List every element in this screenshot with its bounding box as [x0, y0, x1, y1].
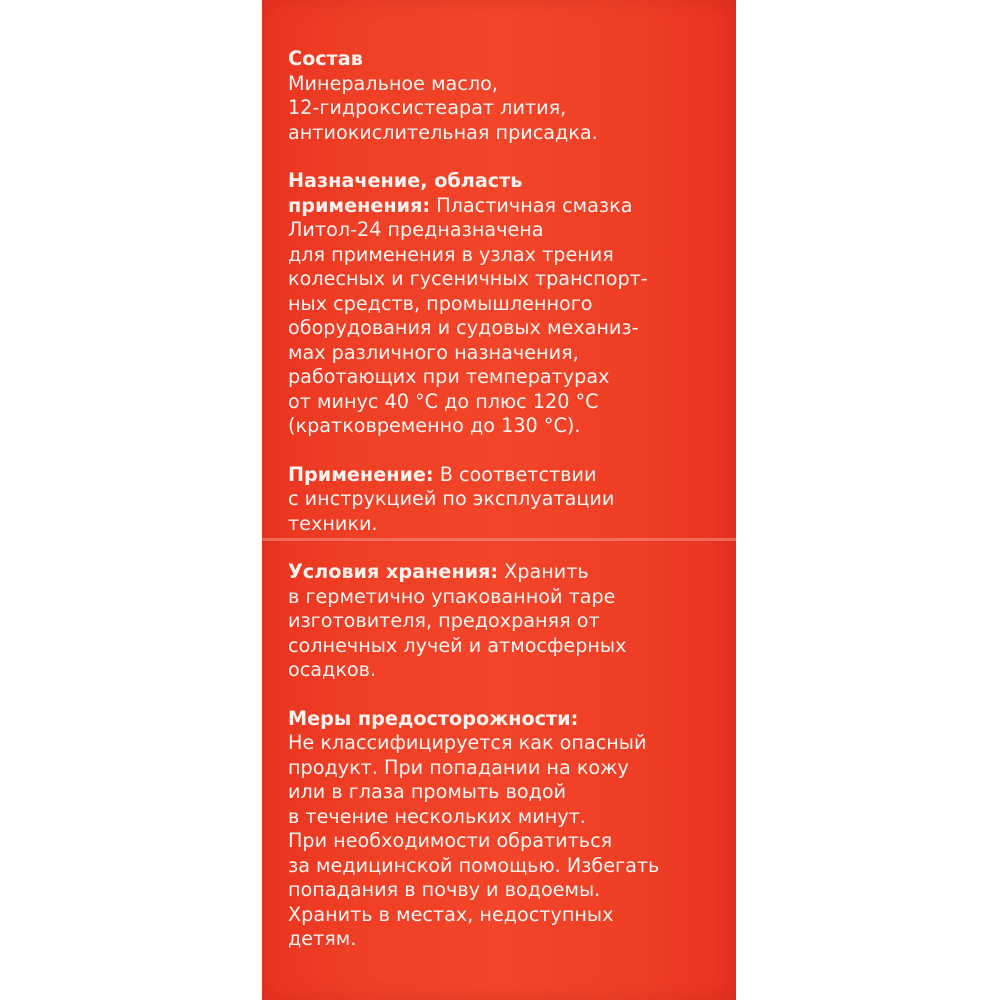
- usage-title: Применение:: [288, 462, 434, 486]
- usage-title-line: [288, 463, 728, 488]
- precautions-line: в течение нескольких минут.: [288, 804, 586, 828]
- purpose-line: работающих при температурах: [288, 365, 610, 388]
- precautions-title: Меры предосторожности:: [288, 706, 579, 730]
- storage-section: [288, 560, 728, 683]
- precautions-line: При необходимости обратиться: [288, 829, 613, 852]
- storage-line: осадков.: [288, 658, 377, 681]
- purpose-line: колесных и гусеничных транспорт-: [288, 267, 648, 290]
- purpose-text-start: Пластичная смазка: [430, 193, 633, 217]
- usage-text-start: В соответствии: [433, 462, 597, 486]
- purpose-line: ных средств, промышленного: [288, 291, 593, 315]
- precautions-line: за медицинской помощью. Избегать: [288, 853, 660, 877]
- composition-line: Минеральное масло,: [288, 71, 498, 95]
- purpose-line: (кратковременно до 130 °С).: [288, 414, 581, 437]
- purpose-line: Литол-24 предназначена: [288, 218, 544, 241]
- usage-line: техники.: [288, 511, 378, 535]
- purpose-line: для применения в узлах трения: [288, 242, 614, 266]
- precautions-line: детям.: [288, 927, 357, 950]
- precautions-line: Хранить в местах, недоступных: [288, 902, 614, 926]
- usage-section: [288, 463, 728, 537]
- precautions-line: Не классифицируется как опасный: [288, 731, 647, 754]
- purpose-title-line: [288, 194, 728, 219]
- purpose-line: от минус 40 °С до плюс 120 °С: [288, 389, 599, 413]
- purpose-title: Назначение, область: [288, 169, 523, 192]
- storage-text-start: Хранить: [498, 560, 589, 583]
- storage-title-line: [288, 560, 728, 585]
- purpose-section: [288, 169, 728, 439]
- product-label-panel: [262, 0, 736, 1000]
- precautions-line: попадания в почву и водоемы.: [288, 878, 601, 901]
- storage-title: Условия хранения:: [288, 560, 499, 583]
- purpose-line: мах различного назначения,: [288, 340, 579, 364]
- precautions-line: продукт. При попадании на кожу: [288, 755, 629, 779]
- composition-line: 12-гидроксистеарат лития,: [288, 96, 567, 119]
- storage-line: солнечных лучей и атмосферных: [288, 633, 627, 657]
- storage-line: в герметично упакованной таре: [288, 584, 616, 608]
- precautions-section: [288, 707, 728, 952]
- purpose-title-cont: применения:: [288, 193, 431, 217]
- composition-line: антиокислительная присадка.: [288, 120, 598, 144]
- precautions-line: или в глаза промыть водой: [288, 780, 567, 803]
- composition-title: Состав: [288, 47, 363, 70]
- storage-line: изготовителя, предохраняя от: [288, 609, 600, 632]
- purpose-line: оборудования и судовых механиз-: [288, 316, 639, 339]
- composition-section: [288, 47, 728, 145]
- label-text-block: [288, 47, 728, 976]
- usage-line: с инструкцией по эксплуатации: [288, 487, 615, 510]
